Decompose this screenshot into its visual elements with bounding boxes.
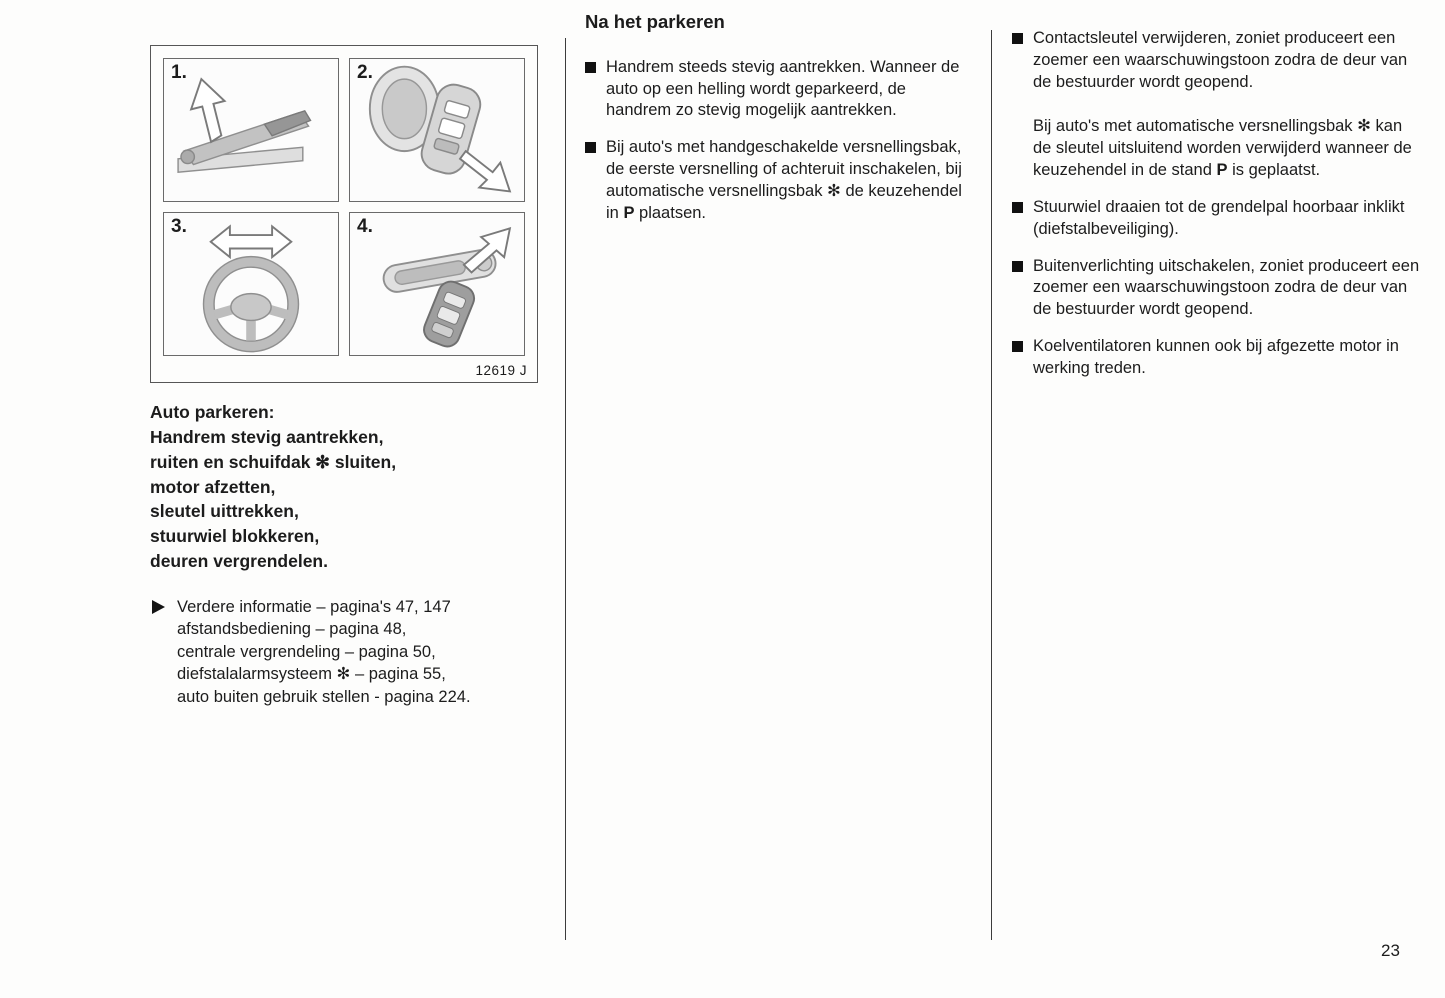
figure-panel-grid	[163, 58, 525, 356]
panel-number: 2.	[357, 62, 373, 83]
bullet-item	[1012, 256, 1424, 322]
bullet-text: Handrem steeds stevig aantrekken. Wanneer de auto op een helling wordt geparkeerd, de handrem zo stevig mogelijk aantrekken.	[606, 57, 960, 120]
summary-line: motor afzetten,	[150, 476, 276, 497]
bullet-square-icon	[585, 142, 596, 153]
figure-panel-2	[349, 58, 525, 202]
summary-line: Auto parkeren:	[150, 402, 275, 422]
reference-line: auto buiten gebruik stellen - pagina 224.	[177, 687, 471, 706]
bullet-square-icon	[1012, 341, 1023, 352]
remote-key-illustration	[350, 59, 524, 201]
summary-line: Handrem stevig aantrekken,	[150, 426, 384, 447]
bullet-text: Bij auto's met handgeschakelde versnellingsbak, de eerste versnelling of achteruit inschakelen, bij automatische versnellingsbak ✻ de keuzehendel in P plaatsen.	[606, 138, 962, 223]
panel-number: 4.	[357, 216, 373, 237]
figure-panel-4	[349, 212, 525, 356]
cross-reference-block	[150, 596, 542, 708]
gear-position-p: P	[1216, 160, 1228, 179]
bullet-square-icon	[585, 62, 596, 73]
gear-position-p: P	[623, 204, 635, 223]
reference-line: diefstalalarmsysteem ✻ – pagina 55,	[177, 665, 446, 684]
page-number: 23	[1381, 941, 1400, 960]
paragraph-text: Bij auto's met automatische versnellingsbak ✻ kan de sleutel uitsluitend worden verwijderd wanneer de keuzehendel in de stand P is geplaatst.	[1033, 116, 1412, 179]
summary-line: ruiten en schuifdak ✻ sluiten,	[150, 451, 397, 472]
figure-panel-3	[163, 212, 339, 356]
bullet-text: Stuurwiel draaien tot de grendelpal hoorbaar inklikt (diefstalbeveiliging).	[1033, 197, 1405, 238]
section-heading: Na het parkeren	[585, 11, 725, 32]
bullet-text: Buitenverlichting uitschakelen, zoniet produceert een zoemer een waarschuwingstoon zodra de deur van de bestuurder wordt geopend.	[1033, 256, 1420, 319]
right-column	[1012, 28, 1424, 395]
summary-line: deuren vergrendelen.	[150, 551, 328, 572]
parking-figure	[150, 45, 538, 383]
figure-caption: 12619 J	[475, 363, 527, 378]
bullet-square-icon	[1012, 202, 1023, 213]
column-divider-right	[991, 30, 992, 940]
figure-panel-1	[163, 58, 339, 202]
bullet-text: Contactsleutel verwijderen, zoniet produceert een zoemer een waarschuwingstoon zodra de deur van de bestuurder wordt geopend.	[1033, 29, 1408, 91]
bullet-item	[585, 57, 969, 123]
summary-line: stuurwiel blokkeren,	[150, 526, 320, 547]
bullet-item	[1012, 197, 1424, 241]
panel-number: 1.	[171, 62, 187, 83]
middle-column	[585, 10, 969, 240]
info-arrow-icon	[152, 600, 165, 614]
summary-line: sleutel uittrekken,	[150, 501, 299, 522]
bullet-square-icon	[1012, 261, 1023, 272]
bullet-square-icon	[1012, 33, 1023, 44]
parking-summary	[150, 400, 542, 574]
reference-line: centrale vergrendeling – pagina 50,	[177, 642, 436, 661]
reference-line: afstandsbediening – pagina 48,	[177, 620, 407, 639]
handbrake-illustration	[164, 59, 338, 201]
bullet-item	[1012, 336, 1424, 380]
reference-line: Verdere informatie – pagina's 47, 147	[177, 597, 451, 616]
steering-wheel-illustration	[164, 213, 338, 355]
continuation-paragraph	[1012, 116, 1424, 182]
left-column	[150, 45, 542, 708]
bullet-item	[585, 137, 969, 225]
door-handle-key-illustration	[350, 213, 524, 355]
column-divider-left	[565, 38, 566, 940]
panel-number: 3.	[171, 216, 187, 237]
bullet-item	[1012, 28, 1424, 94]
bullet-text: Koelventilatoren kunnen ook bij afgezette motor in werking treden.	[1033, 337, 1399, 378]
cross-reference-lines	[177, 596, 471, 708]
